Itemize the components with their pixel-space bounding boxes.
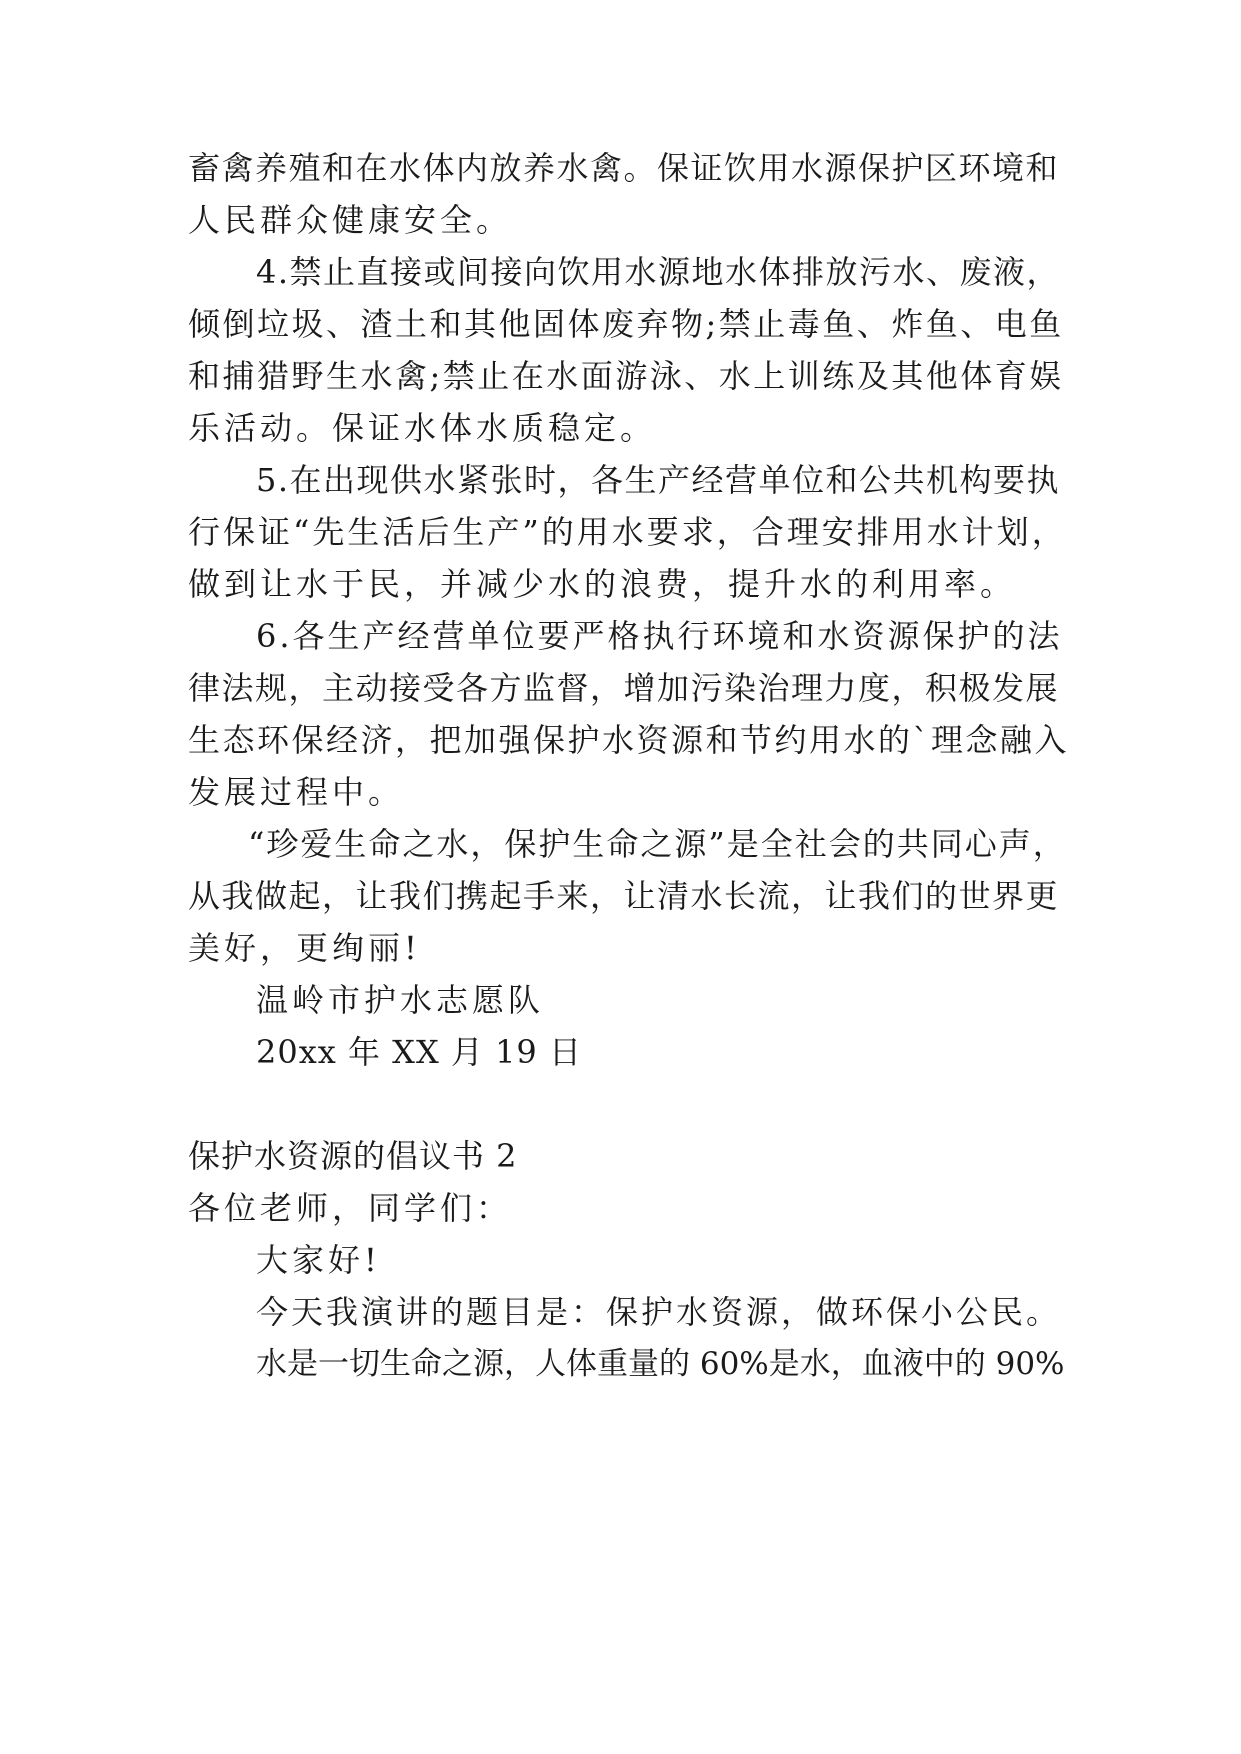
paragraph-line: 今天我演讲的题目是：保护水资源，做环保小公民。 xyxy=(256,1293,1062,1331)
paragraph-line: 4.禁止直接或间接向饮用水源地水体排放污水、废液， xyxy=(256,253,1061,291)
paragraph-line: 律法规，主动接受各方监督，增加污染治理力度，积极发展 xyxy=(188,669,1060,707)
paragraph-line: 发展过程中。 xyxy=(188,773,405,811)
paragraph-line: 行保证“先生活后生产”的用水要求，合理安排用水计划， xyxy=(188,513,1067,551)
paragraph-line: 倾倒垃圾、渣土和其他固体废弃物;禁止毒鱼、炸鱼、电鱼 xyxy=(188,305,1064,343)
paragraph-line: “珍爱生命之水，保护生命之源”是全社会的共同心声， xyxy=(248,825,1067,863)
paragraph-line: 6.各生产经营单位要严格执行环境和水资源保护的法 xyxy=(256,617,1063,655)
section-title: 保护水资源的倡议书 2 xyxy=(188,1137,518,1175)
paragraph-line: 生态环保经济，把加强保护水资源和节约用水的`理念融入 xyxy=(188,721,1070,759)
paragraph-line: 乐活动。保证水体水质稳定。 xyxy=(188,409,657,447)
greeting: 大家好! xyxy=(256,1241,381,1279)
signature-date: 20xx 年 XX 月 19 日 xyxy=(256,1033,582,1071)
paragraph-line: 美好，更绚丽! xyxy=(188,929,421,967)
paragraph-line: 做到让水于民，并减少水的浪费，提升水的利用率。 xyxy=(188,565,1017,603)
paragraph-line: 畜禽养殖和在水体内放养水禽。保证饮用水源保护区环境和 xyxy=(188,149,1060,187)
salutation: 各位老师，同学们： xyxy=(188,1189,513,1227)
paragraph-line: 和捕猎野生水禽;禁止在水面游泳、水上训练及其他体育娱 xyxy=(188,357,1064,395)
paragraph-line: 从我做起，让我们携起手来，让清水长流，让我们的世界更 xyxy=(188,877,1060,915)
paragraph-line: 水是一切生命之源，人体重量的 60%是水，血液中的 90% xyxy=(256,1346,1065,1382)
paragraph-line: 人民群众健康安全。 xyxy=(188,201,513,239)
signature-organization: 温岭市护水志愿队 xyxy=(256,981,545,1019)
paragraph-line: 5.在出现供水紧张时，各生产经营单位和公共机构要执 xyxy=(256,461,1061,499)
